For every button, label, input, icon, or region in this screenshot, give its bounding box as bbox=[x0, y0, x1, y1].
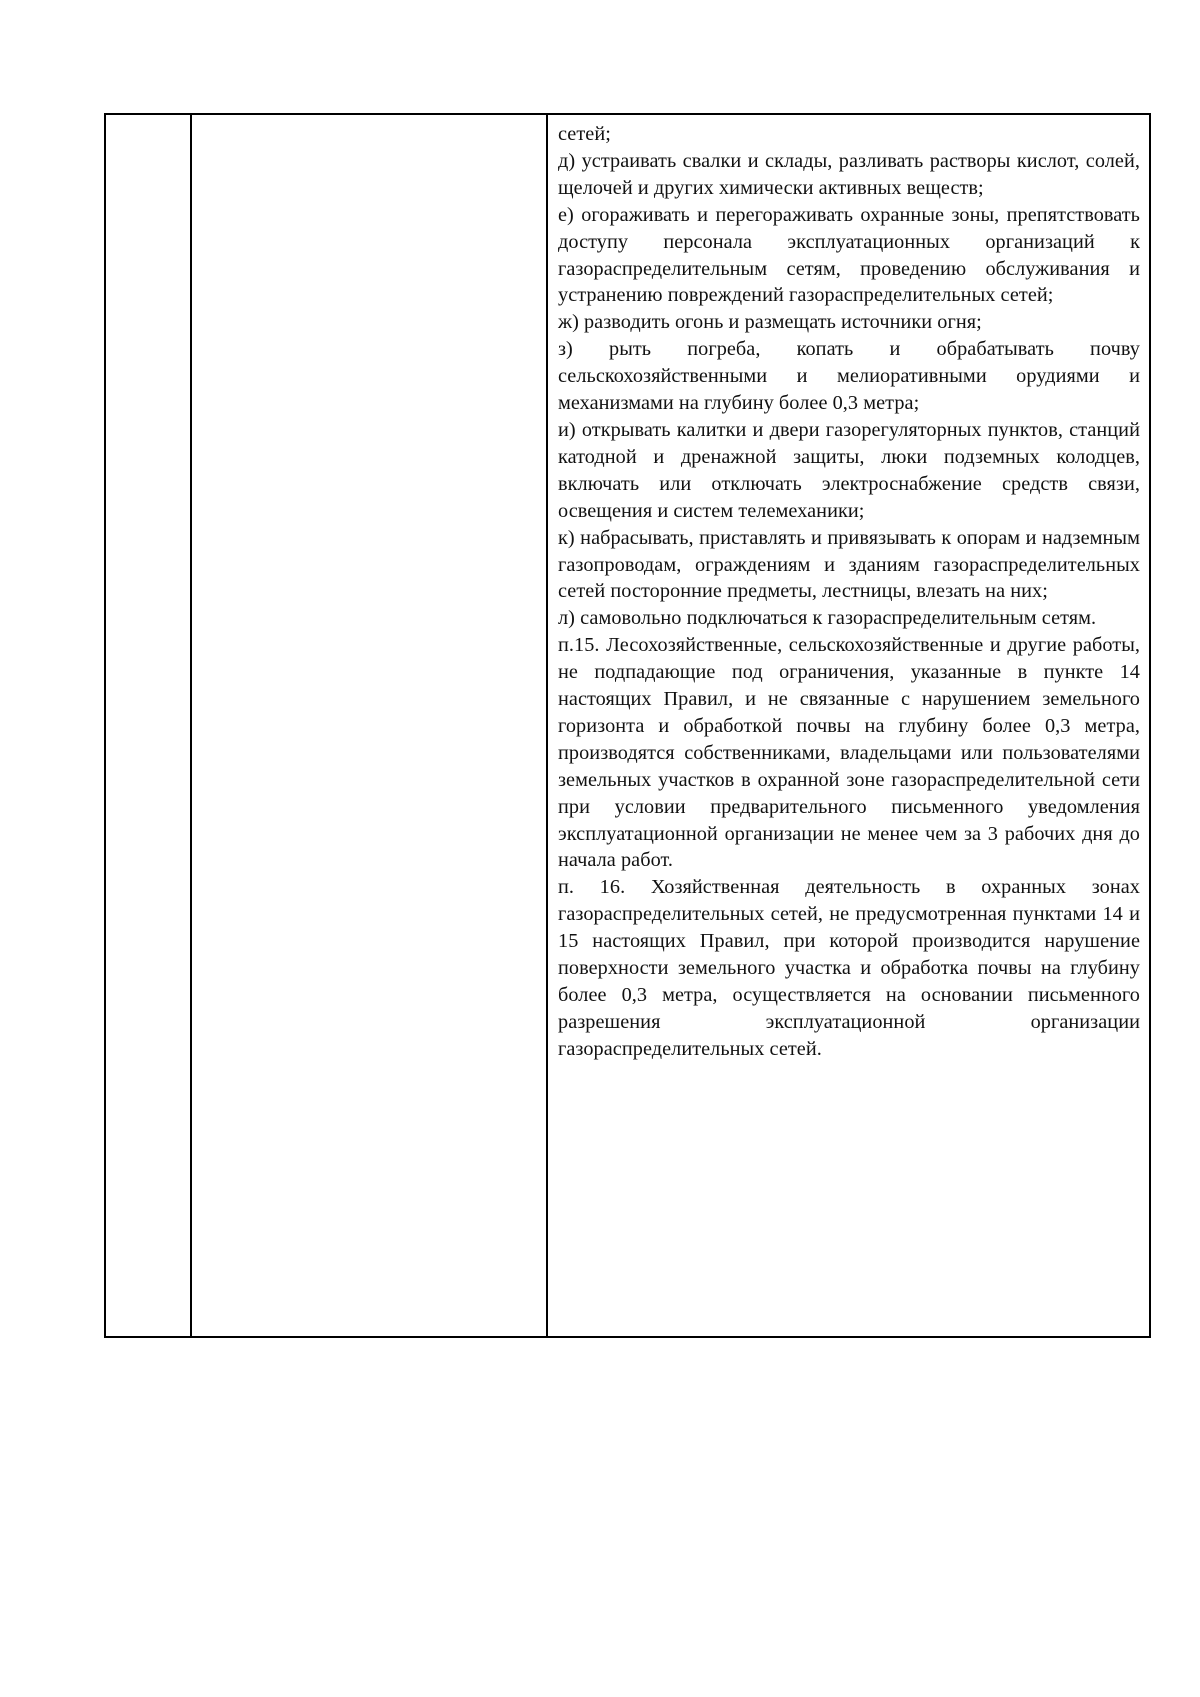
table-cell-name bbox=[192, 115, 548, 1336]
paragraph-item-l: л) самовольно подключаться к газораспределительным сетям. bbox=[558, 607, 1097, 630]
paragraph-clause-15: п.15. Лесохозяйственные, сельскохозяйственные и другие работы, не подпадающие под ограничения, указанные в пункте 14 настоящих Правил, и не связанные с нарушением земельного горизонта и обработкой почвы на глубину более 0,3 метра, производятся собственниками, владельцами или пользователями земельных участков в охранной зоне газораспределительной сети при условии предварительного письменного уведомления эксплуатационной организации не менее чем за 3 рабочих дня до начала работ. bbox=[558, 634, 1140, 872]
paragraph-clause-16: п. 16. Хозяйственная деятельность в охранных зонах газораспределительных сетей, не предусмотренная пунктами 14 и 15 настоящих Правил, при которой производится нарушение поверхности земельного участка и обработка почвы на глубину более 0,3 метра, осуществляется на основании письменного разрешения эксплуатационной организации газораспределительных сетей. bbox=[558, 876, 1140, 1060]
table-cell-number bbox=[106, 115, 192, 1336]
paragraph-continuation: сетей; bbox=[558, 123, 611, 145]
paragraph-item-i: и) открывать калитки и двери газорегуляторных пунктов, станций катодной и дренажной защиты, люки подземных колодцев, включать или отключать электроснабжение средств связи, освещения и систем телемеханики; bbox=[558, 418, 1140, 522]
document-table bbox=[104, 113, 1151, 1338]
table-cell-text bbox=[548, 115, 1149, 1336]
paragraph-item-e: е) огораживать и перегораживать охранные зоны, препятствовать доступу персонала эксплуатационных организаций к газораспределительным сетям, проведению обслуживания и устранению повреждений газораспределительных сетей; bbox=[558, 203, 1140, 307]
paragraph-item-z: з) рыть погреба, копать и обрабатывать почву сельскохозяйственными и мелиоративными орудиями и механизмами на глубину более 0,3 метра; bbox=[558, 338, 1140, 415]
paragraph-item-zh: ж) разводить огонь и размещать источники огня; bbox=[558, 311, 982, 334]
paragraph-item-k: к) набрасывать, приставлять и привязывать к опорам и надземным газопроводам, ограждениям и зданиям газораспределительных сетей посторонние предметы, лестницы, влезать на них; bbox=[558, 526, 1140, 603]
paragraph-item-d: д) устраивать свалки и склады, разливать растворы кислот, солей, щелочей и других химически активных веществ; bbox=[558, 149, 1140, 199]
